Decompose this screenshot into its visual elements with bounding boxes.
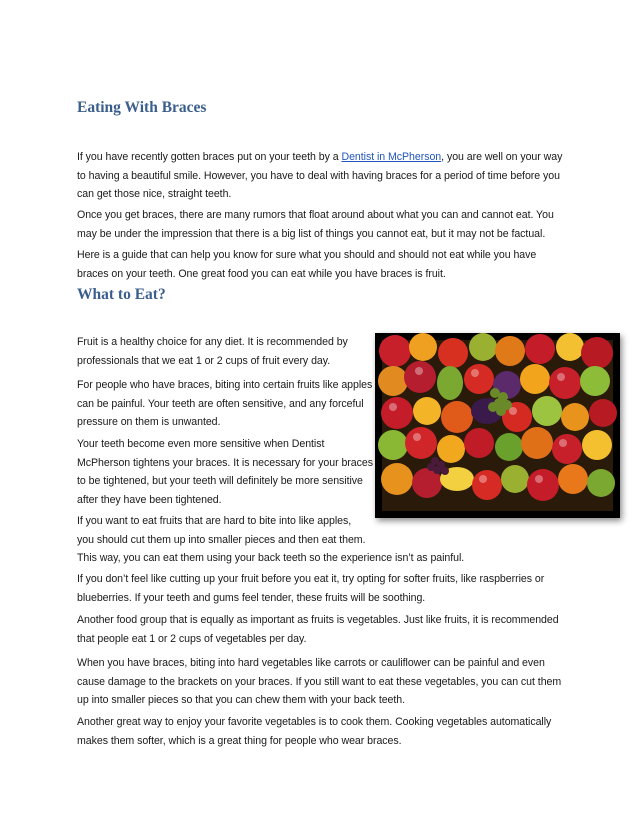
cut-fruits-line-3: This way, you can eat them using your back teeth so the experience isn’t as painful. xyxy=(77,552,465,565)
paragraph-guide: Here is a guide that can help you know for sure what you should and should not eat while you have braces on your teeth. One great food you can eat while you have braces is fruit. xyxy=(77,249,537,280)
cut-fruits-line-1: If you want to eat fruits that are hard to bite into like apples, xyxy=(77,515,352,527)
paragraph-intro xyxy=(77,148,567,204)
paragraph-soft-fruits: If you don’t feel like cutting up your fruit before you eat it, try opting for softer fruits, like raspberries or blueberries. If your teeth and gums feel tender, these fruits will be soothing. xyxy=(77,573,545,604)
intro-text-start: If you have recently gotten braces put on your teeth by a xyxy=(77,151,342,163)
section-heading: What to Eat? xyxy=(77,286,166,303)
paragraph-hard-vegetables: When you have braces, biting into hard vegetables like carrots or cauliflower can be painful and even cause damage to the brackets on your braces. If you still want to eat these vegetables, you can cut them up into smaller pieces so that you can chew them with your back teeth. xyxy=(77,657,562,707)
paragraph-biting-fruits: For people who have braces, biting into certain fruits like apples can be painful. Your teeth are often sensitive, and any forceful pressure on them is unwanted. xyxy=(77,379,373,429)
paragraph-rumors: Once you get braces, there are many rumors that float around about what you can and cannot eat. You may be under the impression that there is a big list of things you cannot eat, but it may not be factual. xyxy=(77,209,554,240)
paragraph-cook-vegetables: Another great way to enjoy your favorite vegetables is to cook them. Cooking vegetables automatically makes them softer, which is a great thing for people who wear braces. xyxy=(77,716,552,747)
paragraph-cut-fruits xyxy=(77,512,567,568)
page-title: Eating With Braces xyxy=(77,99,207,116)
paragraph-sensitive-teeth: Your teeth become even more sensitive when Dentist McPherson tightens your braces. It is necessary for your braces to be tightened, but your teeth will definitely be more sensitive after they have been tightened. xyxy=(77,438,373,506)
cut-fruits-line-2: you should cut them up into smaller pieces and then eat them. xyxy=(77,533,366,546)
fruit-pile-illustration xyxy=(375,333,620,518)
paragraph-vegetables: Another food group that is equally as important as fruits is vegetables. Just like fruits, it is recommended that people eat 1 or 2 cups of vegetables per day. xyxy=(77,614,559,645)
fruit-photo xyxy=(375,333,620,518)
paragraph-fruit-healthy: Fruit is a healthy choice for any diet. It is recommended by professionals that we eat 1 or 2 cups of fruit every day. xyxy=(77,336,348,367)
dentist-link[interactable]: Dentist in McPherson xyxy=(341,151,442,163)
intro-text-end: , you are well on your way to having a beautiful smile. However, you have to deal with having braces for a period of time before you can get those nice, straight teeth. xyxy=(77,151,563,201)
